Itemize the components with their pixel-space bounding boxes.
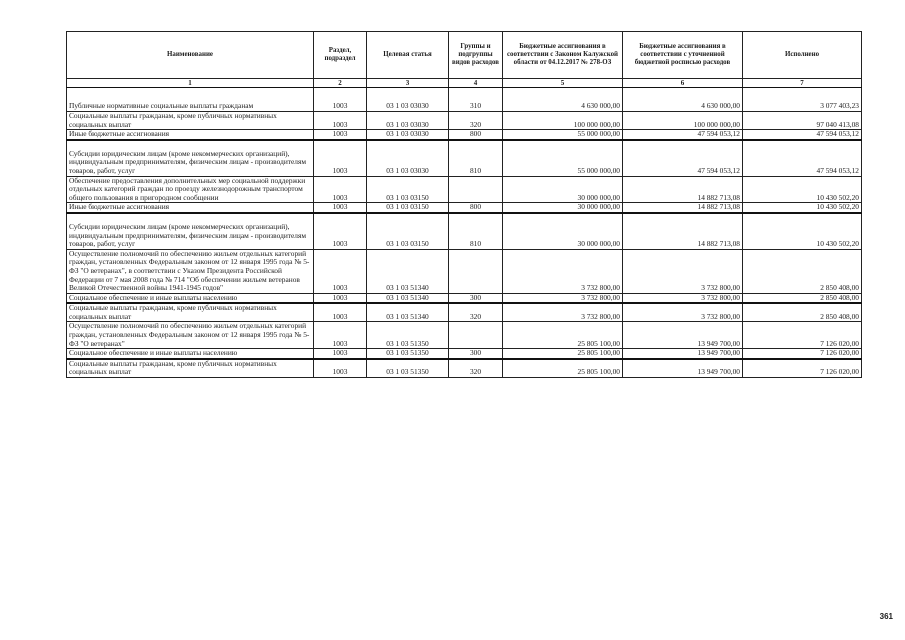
row-expense-group xyxy=(449,249,503,293)
row-name: Иные бюджетные ассигнования xyxy=(67,130,314,140)
row-law-amount: 55 000 000,00 xyxy=(503,140,623,176)
row-law-amount: 30 000 000,00 xyxy=(503,176,623,203)
row-name: Иные бюджетные ассигнования xyxy=(67,203,314,213)
row-name: Осуществление полномочий по обеспечению жильем отдельных категорий граждан, установленных Федеральным законом от 12 января 1995 года № 5-ФЗ "О ветеранах" xyxy=(67,322,314,349)
row-executed-amount: 47 594 053,12 xyxy=(743,130,862,140)
row-name: Социальное обеспечение и иные выплаты населению xyxy=(67,349,314,359)
table-row xyxy=(67,213,862,249)
row-executed-amount: 10 430 502,20 xyxy=(743,213,862,249)
row-budget-amount: 14 882 713,08 xyxy=(623,213,743,249)
table-row xyxy=(67,349,862,359)
row-budget-amount: 47 594 053,12 xyxy=(623,140,743,176)
column-number: 4 xyxy=(449,79,503,88)
row-budget-amount: 47 594 053,12 xyxy=(623,130,743,140)
row-law-amount: 4 630 000,00 xyxy=(503,88,623,112)
header-name: Наименование xyxy=(67,32,314,79)
row-section: 1003 xyxy=(314,349,367,359)
table-row xyxy=(67,130,862,140)
row-name: Публичные нормативные социальные выплаты гражданам xyxy=(67,88,314,112)
row-expense-group: 810 xyxy=(449,213,503,249)
column-number: 3 xyxy=(367,79,449,88)
column-number-row xyxy=(67,79,862,88)
row-target-article: 03 1 03 03030 xyxy=(367,88,449,112)
table-row xyxy=(67,303,862,322)
row-section: 1003 xyxy=(314,213,367,249)
row-name: Осуществление полномочий по обеспечению жильем отдельных категорий граждан, установленных Федеральным законом от 12 января 1995 года № 5-ФЗ "О ветеранах", в соответствии с Указом Президента Российской Федерации от 7 мая 2008 года № 714 "Об обеспечении жильем ветеранов Великой Отечественной войны 1941-1945 годов" xyxy=(67,249,314,293)
row-target-article: 03 1 03 03150 xyxy=(367,176,449,203)
row-executed-amount: 7 126 020,00 xyxy=(743,322,862,349)
row-target-article: 03 1 03 03030 xyxy=(367,130,449,140)
row-budget-amount: 14 882 713,08 xyxy=(623,176,743,203)
table-row xyxy=(67,203,862,213)
row-expense-group: 320 xyxy=(449,359,503,378)
header-budget-amount: Бюджетные ассигнования в соответствии с уточненной бюджетной росписью расходов xyxy=(623,32,743,79)
row-target-article: 03 1 03 51340 xyxy=(367,249,449,293)
row-section: 1003 xyxy=(314,176,367,203)
row-expense-group: 810 xyxy=(449,140,503,176)
row-section: 1003 xyxy=(314,322,367,349)
row-section: 1003 xyxy=(314,140,367,176)
row-budget-amount: 4 630 000,00 xyxy=(623,88,743,112)
row-name: Социальные выплаты гражданам, кроме публичных нормативных социальных выплат xyxy=(67,303,314,322)
row-executed-amount: 2 850 408,00 xyxy=(743,249,862,293)
row-name: Социальное обеспечение и иные выплаты населению xyxy=(67,293,314,303)
row-budget-amount: 13 949 700,00 xyxy=(623,322,743,349)
table-row xyxy=(67,322,862,349)
row-law-amount: 25 805 100,00 xyxy=(503,359,623,378)
row-executed-amount: 2 850 408,00 xyxy=(743,293,862,303)
row-executed-amount: 2 850 408,00 xyxy=(743,303,862,322)
row-section: 1003 xyxy=(314,88,367,112)
row-name: Обеспечение предоставления дополнительных мер социальной поддержки отдельных категорий граждан по проезду железнодорожным транспортом общего пользования в пригородном сообщении xyxy=(67,176,314,203)
row-target-article: 03 1 03 03030 xyxy=(367,140,449,176)
row-law-amount: 25 805 100,00 xyxy=(503,322,623,349)
row-target-article: 03 1 03 51340 xyxy=(367,293,449,303)
row-law-amount: 30 000 000,00 xyxy=(503,203,623,213)
column-number: 6 xyxy=(623,79,743,88)
row-section: 1003 xyxy=(314,303,367,322)
row-target-article: 03 1 03 51350 xyxy=(367,349,449,359)
row-expense-group: 320 xyxy=(449,112,503,130)
row-budget-amount: 14 882 713,08 xyxy=(623,203,743,213)
row-budget-amount: 13 949 700,00 xyxy=(623,349,743,359)
row-law-amount: 3 732 800,00 xyxy=(503,249,623,293)
row-law-amount: 3 732 800,00 xyxy=(503,293,623,303)
table-row xyxy=(67,249,862,293)
header-group: Группы и подгруппы видов расходов xyxy=(449,32,503,79)
row-section: 1003 xyxy=(314,249,367,293)
row-executed-amount: 97 040 413,08 xyxy=(743,112,862,130)
header-section: Раздел, подраздел xyxy=(314,32,367,79)
row-name: Социальные выплаты гражданам, кроме публичных нормативных социальных выплат xyxy=(67,359,314,378)
row-target-article: 03 1 03 03150 xyxy=(367,213,449,249)
row-budget-amount: 13 949 700,00 xyxy=(623,359,743,378)
row-section: 1003 xyxy=(314,359,367,378)
row-target-article: 03 1 03 51350 xyxy=(367,322,449,349)
row-budget-amount: 3 732 800,00 xyxy=(623,249,743,293)
row-law-amount: 3 732 800,00 xyxy=(503,303,623,322)
row-executed-amount: 7 126 020,00 xyxy=(743,349,862,359)
row-section: 1003 xyxy=(314,112,367,130)
row-budget-amount: 3 732 800,00 xyxy=(623,303,743,322)
header-target: Целевая статья xyxy=(367,32,449,79)
row-expense-group: 320 xyxy=(449,303,503,322)
row-target-article: 03 1 03 03150 xyxy=(367,203,449,213)
column-number: 7 xyxy=(743,79,862,88)
row-expense-group: 300 xyxy=(449,349,503,359)
row-law-amount: 100 000 000,00 xyxy=(503,112,623,130)
row-target-article: 03 1 03 51350 xyxy=(367,359,449,378)
row-target-article: 03 1 03 51340 xyxy=(367,303,449,322)
table-row xyxy=(67,88,862,112)
column-number: 5 xyxy=(503,79,623,88)
row-section: 1003 xyxy=(314,130,367,140)
row-section: 1003 xyxy=(314,293,367,303)
table-row xyxy=(67,112,862,130)
row-executed-amount: 7 126 020,00 xyxy=(743,359,862,378)
header-law-amount: Бюджетные ассигнования в соответствии с Законом Калужской области от 04.12.2017 № 278-ОЗ xyxy=(503,32,623,79)
row-expense-group xyxy=(449,176,503,203)
row-law-amount: 30 000 000,00 xyxy=(503,213,623,249)
table-row xyxy=(67,359,862,378)
row-expense-group: 800 xyxy=(449,203,503,213)
row-name: Субсидии юридическим лицам (кроме некоммерческих организаций), индивидуальным предпринимателям, физическим лицам - производителям товаров, работ, услуг xyxy=(67,140,314,176)
row-law-amount: 55 000 000,00 xyxy=(503,130,623,140)
table-row xyxy=(67,140,862,176)
column-number: 1 xyxy=(67,79,314,88)
row-name: Субсидии юридическим лицам (кроме некоммерческих организаций), индивидуальным предпринимателям, физическим лицам - производителям товаров, работ, услуг xyxy=(67,213,314,249)
row-executed-amount: 3 077 403,23 xyxy=(743,88,862,112)
row-section: 1003 xyxy=(314,203,367,213)
row-expense-group: 310 xyxy=(449,88,503,112)
page-number: 361 xyxy=(879,612,893,621)
row-expense-group xyxy=(449,322,503,349)
header-row xyxy=(67,32,862,79)
header-executed: Исполнено xyxy=(743,32,862,79)
table-row xyxy=(67,293,862,303)
row-expense-group: 300 xyxy=(449,293,503,303)
row-executed-amount: 47 594 053,12 xyxy=(743,140,862,176)
budget-table xyxy=(66,31,862,378)
row-law-amount: 25 805 100,00 xyxy=(503,349,623,359)
row-expense-group: 800 xyxy=(449,130,503,140)
row-budget-amount: 3 732 800,00 xyxy=(623,293,743,303)
row-executed-amount: 10 430 502,20 xyxy=(743,176,862,203)
column-number: 2 xyxy=(314,79,367,88)
table-row xyxy=(67,176,862,203)
row-name: Социальные выплаты гражданам, кроме публичных нормативных социальных выплат xyxy=(67,112,314,130)
row-executed-amount: 10 430 502,20 xyxy=(743,203,862,213)
row-target-article: 03 1 03 03030 xyxy=(367,112,449,130)
row-budget-amount: 100 000 000,00 xyxy=(623,112,743,130)
